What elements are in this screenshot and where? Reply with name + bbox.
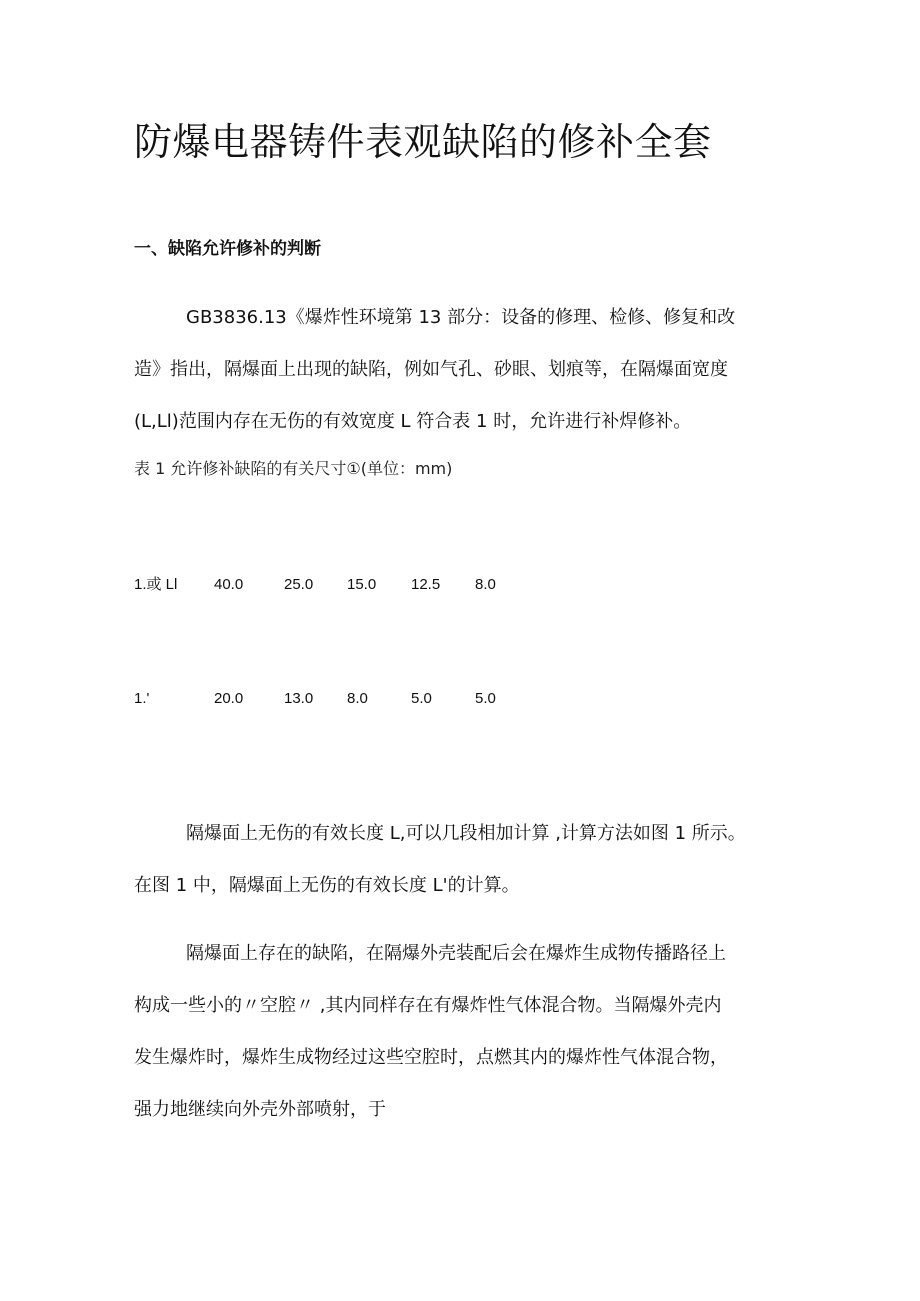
document-title: 防爆电器铸件表观缺陷的修补全套 xyxy=(134,120,712,164)
paragraph-cavity-explosion xyxy=(134,928,794,1136)
paragraph-line: 在图 1 中，隔爆面上无伤的有效长度 L'的计算。 xyxy=(134,875,520,896)
table-cell: 5.0 xyxy=(411,690,432,707)
paragraph-line: GB3836.13《爆炸性环境第 13 部分：设备的修理、检修、修复和改 xyxy=(186,307,736,328)
paragraph-line: 造》指出，隔爆面上出现的缺陷，例如气孔、砂眼、划痕等，在隔爆面宽度 xyxy=(134,359,728,380)
table-row-label: 1.' xyxy=(134,690,150,707)
paragraph-line: (L,Ll)范围内存在无伤的有效宽度 L 符合表 1 时，允许进行补焊修补。 xyxy=(134,411,692,432)
table-cell: 40.0 xyxy=(214,576,244,593)
table-cell: 8.0 xyxy=(475,576,496,593)
paragraph-line: 强力地继续向外壳外部喷射，于 xyxy=(134,1099,386,1120)
table-cell: 12.5 xyxy=(411,576,441,593)
table-cell: 20.0 xyxy=(214,690,244,707)
paragraph-line: 构成一些小的〃空腔〃 ,其内同样存在有爆炸性气体混合物。当隔爆外壳内 xyxy=(134,995,722,1016)
paragraph-line: 隔爆面上无伤的有效长度 L,可以几段相加计算 ,计算方法如图 1 所示。 xyxy=(186,823,746,844)
table-row xyxy=(134,572,594,598)
table-row xyxy=(134,686,594,712)
table-caption: 表 1 允许修补缺陷的有关尺寸①(单位：mm) xyxy=(134,459,453,478)
section-heading: 一、缺陷允许修补的判断 xyxy=(134,239,321,259)
table-cell: 13.0 xyxy=(284,690,314,707)
table-cell: 25.0 xyxy=(284,576,314,593)
paragraph-line: 隔爆面上存在的缺陷，在隔爆外壳装配后会在爆炸生成物传播路径上 xyxy=(186,943,726,964)
paragraph-effective-length xyxy=(134,808,794,912)
table-cell: 8.0 xyxy=(347,690,368,707)
table-cell: 5.0 xyxy=(475,690,496,707)
paragraph-line: 发生爆炸时，爆炸生成物经过这些空腔时，点燃其内的爆炸性气体混合物， xyxy=(134,1047,728,1068)
table-row-label: 1.或 Ll xyxy=(134,576,178,593)
table-cell: 15.0 xyxy=(347,576,377,593)
paragraph-repair-criteria xyxy=(134,292,794,448)
